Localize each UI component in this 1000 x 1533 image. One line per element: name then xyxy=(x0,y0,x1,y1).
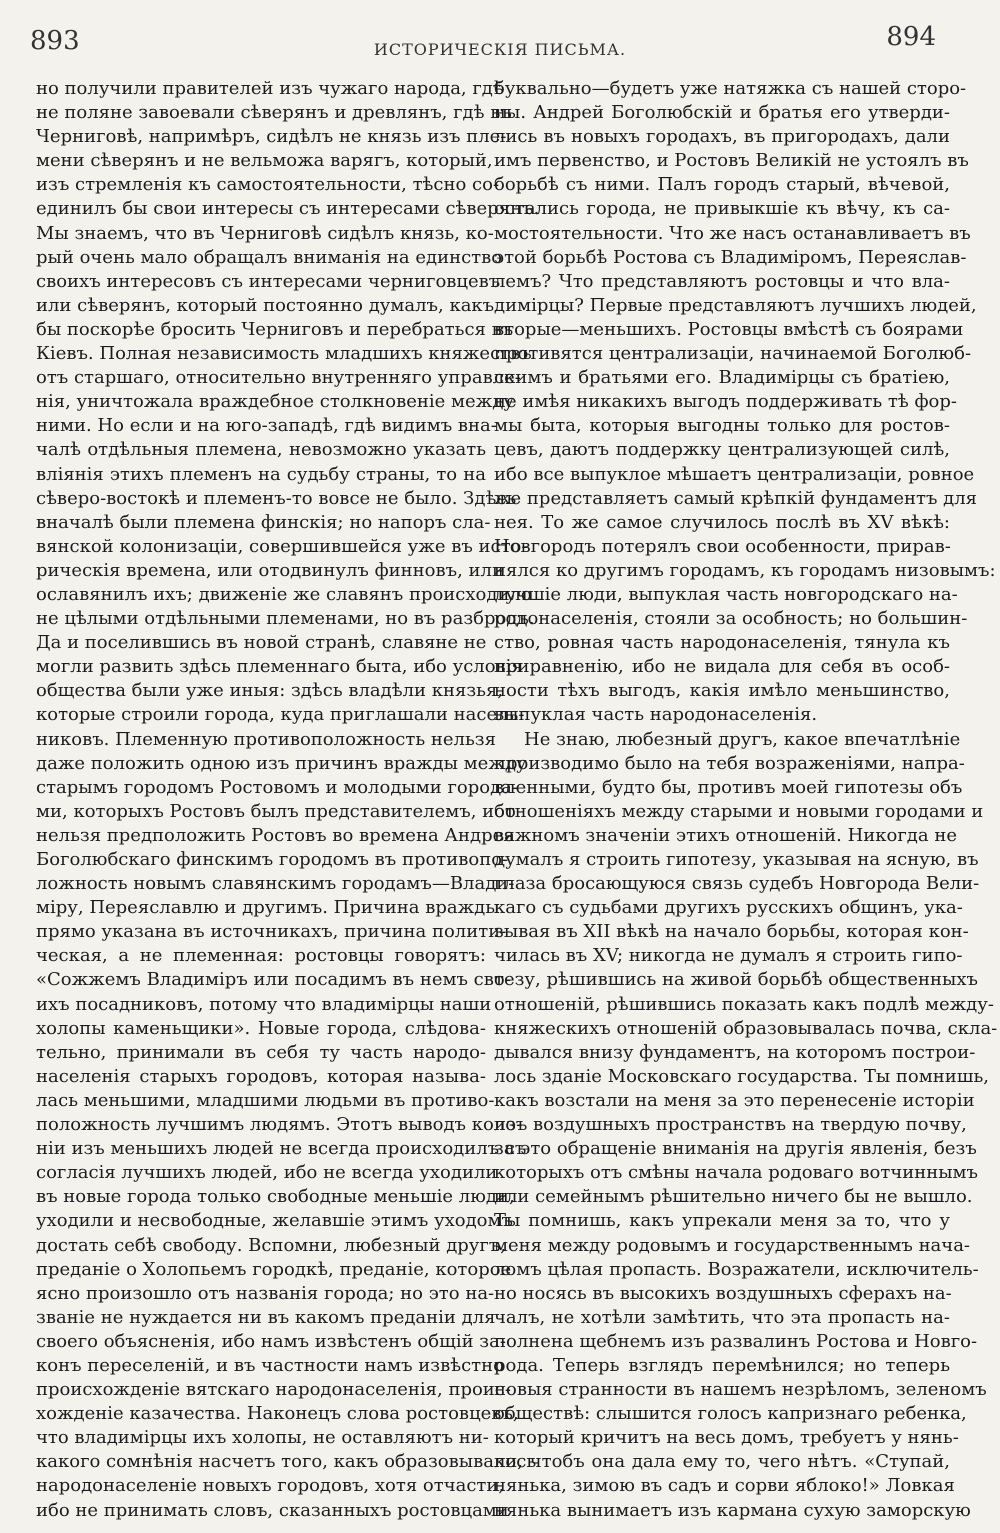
text-line: ложность новымъ славянскимъ городамъ—Влади- xyxy=(36,873,515,895)
left-text-column xyxy=(36,77,540,1521)
text-line: полнена щебнемъ изъ развалинъ Ростова и Новго- xyxy=(494,1330,978,1352)
text-line: буквально—будетъ уже натяжка съ нашей сторо- xyxy=(494,78,967,99)
text-line: Боголюбскаго финскимъ городомъ въ противопо- xyxy=(36,849,509,870)
text-line: вначалѣ были племена финскія; но напоръ сла- xyxy=(36,511,491,533)
text-line: думалъ я строить гипотезу, указывая на ясную, въ xyxy=(494,849,979,870)
text-line: своихъ интересовъ съ интересами черниговцевъ xyxy=(36,270,501,292)
text-line: димірцы? Первые представляютъ лучшихъ людей, xyxy=(494,294,977,316)
text-line: чилась въ XV; никогда не думалъ я строить гипо- xyxy=(494,945,963,967)
text-line: не поляне завоевали сѣверянъ и древлянъ, гдѣ въ xyxy=(36,102,512,124)
text-line: или семейнымъ рѣшительно ничего бы не вышло. xyxy=(494,1186,973,1208)
text-line: нянька, зимою въ садъ и сорви яблоко!» Ловкая xyxy=(494,1475,955,1497)
text-line: хожденіе казачества. Наконецъ слова ростовцевъ, xyxy=(36,1403,519,1425)
text-line: зывая въ XII вѣкѣ на начало борьбы, которая кон- xyxy=(494,921,969,943)
text-line: общества были уже иныя: здѣсь владѣли князья, xyxy=(36,680,504,702)
text-line: но получили правителей изъ чужаго народа, гдѣ xyxy=(36,78,504,99)
text-line: прямо указана въ источникахъ, причина полити- xyxy=(36,921,507,943)
text-line: старымъ городомъ Ростовомъ и молодыми города- xyxy=(36,776,518,798)
text-line: ческая, а не племенная: ростовцы говорятъ: xyxy=(36,945,486,967)
text-line: чалѣ отдѣльныя племена, невозможно указать xyxy=(36,439,486,461)
text-line: лось зданіе Московскаго государства. Ты помнишь, xyxy=(494,1065,990,1087)
text-line: вторые—меньшихъ. Ростовцы вмѣстѣ съ боярами xyxy=(494,318,964,340)
text-line: лучшіе люди, выпуклая часть новгородскаго на- xyxy=(494,583,958,605)
text-line: «Сожжемъ Владиміръ или посадимъ въ немъ сво- xyxy=(36,969,511,991)
text-line: населенія старыхъ городовъ, которая называ- xyxy=(36,1065,486,1087)
text-line: который кричитъ на весь домъ, требуетъ у нянь- xyxy=(494,1427,959,1449)
text-line: Мы знаемъ, что въ Черниговѣ сидѣлъ князь, ко- xyxy=(36,222,494,244)
text-line: ибо не принимать словъ, сказанныхъ ростовцами xyxy=(36,1499,509,1521)
text-line: ними. Но если и на юго-западѣ, гдѣ видимъ вна- xyxy=(36,415,497,437)
text-line: ославянилъ ихъ; движеніе же славянъ происходило xyxy=(36,583,532,605)
text-line: не имѣя никакихъ выгодъ поддерживать тѣ фор- xyxy=(494,391,957,413)
text-line: чалъ, не хотѣли замѣтить, что эта пропасть на- xyxy=(494,1306,950,1328)
text-line: положность лучшимъ людямъ. Этотъ выводъ коло- xyxy=(36,1114,523,1136)
text-line: ломъ цѣлая пропасть. Возражатели, исключитель- xyxy=(494,1258,979,1280)
text-line: происхожденіе вятскаго народонаселенія, проис- xyxy=(36,1379,511,1401)
text-line: ми, которыхъ Ростовъ былъ представителемъ, ибо xyxy=(36,800,516,822)
text-line: этой борьбѣ Ростова съ Владиміромъ, Переяслав- xyxy=(494,246,967,268)
text-line: мени сѣверянъ и не вельможа варягъ, который, xyxy=(36,150,493,172)
text-line: обществѣ: слышится голосъ капризнаго ребенка, xyxy=(494,1403,967,1425)
text-line: за это обращеніе вниманія на другія явленія, безъ xyxy=(494,1138,977,1160)
text-line: которыхъ отъ смѣны начала родоваго вотчиннымъ xyxy=(494,1162,978,1184)
text-line: уходили и несвободные, желавшіе этимъ уходомъ xyxy=(36,1210,513,1232)
text-line: дывался внизу фундаментъ, на которомъ построи- xyxy=(494,1041,976,1063)
text-line: бы поскорѣе бросить Черниговъ и перебраться въ xyxy=(36,318,514,340)
text-line: отношеній, рѣшившись показать какъ подлѣ между- xyxy=(494,993,994,1015)
text-line: нянька вынимаетъ изъ кармана сухую заморскую xyxy=(494,1499,971,1521)
text-line: княжескихъ отношеній образовывалась почва, скла- xyxy=(494,1017,998,1039)
text-line: какъ возстали на меня за это перенесеніе исторіи xyxy=(494,1089,975,1111)
text-line: меня между родовымъ и государственнымъ нача- xyxy=(494,1234,971,1256)
text-line: сѣверо-востокѣ и племенъ-то вовсе не было. Здѣсь xyxy=(36,487,517,509)
text-line: ство, ровная часть народонаселенія, тянула къ xyxy=(494,632,950,654)
text-line: ки, чтобъ она дала ему то, чего нѣтъ. «Ступай, xyxy=(494,1451,950,1473)
text-line: конъ переселеній, и въ частности намъ извѣстно xyxy=(36,1354,504,1376)
text-line: рода. Теперь взглядъ перемѣнился; но теперь xyxy=(494,1354,950,1376)
text-line: ны. Андрей Боголюбскій и братья его утверди- xyxy=(494,102,950,124)
text-line: Черниговѣ, напримѣръ, сидѣлъ не князь изъ пле- xyxy=(36,126,507,148)
text-line: вліянія этихъ племенъ на судьбу страны, то на xyxy=(36,463,486,485)
page-header xyxy=(0,22,1000,62)
text-line: которые строили города, куда приглашали насель- xyxy=(36,704,525,726)
text-line: вянской колонизаціи, совершившейся уже въ исто- xyxy=(36,535,528,557)
text-line: Новгородъ потерялъ свои особенности, прирав- xyxy=(494,535,951,557)
running-title: ИСТОРИЧЕСКІЯ ПИСЬМА. xyxy=(373,40,627,59)
text-line: противятся централизаціи, начинаемой Боголюб- xyxy=(494,343,972,365)
text-line: ихъ посадниковъ, потому что владимірцы наши xyxy=(36,993,492,1015)
text-line: лась меньшими, младшими людьми въ противо- xyxy=(36,1089,495,1111)
text-line: рый очень мало обращалъ вниманія на единство xyxy=(36,246,503,268)
text-line: нія, уничтожала враждебное столкновеніе между xyxy=(36,391,514,413)
text-line: единилъ бы свои интересы съ интересами сѣверянъ. xyxy=(36,198,540,220)
page-number-left: 893 xyxy=(30,26,80,56)
text-line: остались города, не привыкшіе къ вѣчу, къ са- xyxy=(494,198,950,220)
text-line: своего объясненія, ибо намъ извѣстенъ общій за- xyxy=(36,1330,506,1352)
text-line: скимъ и братьями его. Владимірцы съ братіею, xyxy=(494,367,950,389)
text-line: согласія лучшихъ людей, ибо не всегда уходили xyxy=(36,1162,498,1184)
text-line: достать себѣ свободу. Вспомни, любезный другъ, xyxy=(36,1234,506,1256)
text-line: каго съ судьбами другихъ русскихъ общинъ, ука- xyxy=(494,897,963,919)
text-line: приравненію, ибо не видала для себя въ особ- xyxy=(494,656,950,678)
text-line: что владимірцы ихъ холопы, не оставляютъ ни- xyxy=(36,1427,489,1449)
text-line: не цѣлыми отдѣльными племенами, но въ разбродъ. xyxy=(36,608,535,630)
text-line: же представляетъ самый крѣпкій фундаментъ для xyxy=(494,487,978,509)
text-line: лемъ? Что представляютъ ростовцы и что вла- xyxy=(494,270,950,292)
right-text-column xyxy=(494,77,998,1521)
text-line: важномъ значеніи этихъ отношеній. Никогда не xyxy=(494,824,957,846)
text-line: вленными, будто бы, противъ моей гипотезы объ xyxy=(494,776,963,798)
text-line: но носясь въ высокихъ воздушныхъ сферахъ на- xyxy=(494,1282,952,1304)
text-line: производимо было на тебя возраженіями, напра- xyxy=(494,752,965,774)
text-line: отъ старшаго, относительно внутренняго управле- xyxy=(36,367,521,389)
text-line: Кіевъ. Полная независимость младшихъ княжествъ xyxy=(36,343,532,365)
text-line: холопы каменьщики». Новые города, слѣдова- xyxy=(36,1017,486,1039)
text-line: Ты помнишь, какъ упрекали меня за то, что у xyxy=(494,1210,950,1232)
text-line: званіе не нуждается ни въ какомъ преданіи для xyxy=(36,1306,496,1328)
text-line: родонаселенія, стояли за особность; но большин- xyxy=(494,608,968,630)
text-line: изъ воздушныхъ пространствъ на твердую почву, xyxy=(494,1114,967,1136)
text-line: новыя странности въ нашемъ незрѣломъ, зеленомъ xyxy=(494,1379,987,1401)
text-line: въ новые города только свободные меньшіе люди, xyxy=(36,1186,515,1208)
text-line: нельзя предположить Ростовъ во времена Андрея xyxy=(36,824,515,846)
text-line: тельно, принимали въ себя ту часть народо- xyxy=(36,1041,486,1063)
text-line: нея. То же самое случилось послѣ въ XV вѣкѣ: xyxy=(494,511,950,533)
text-line: ніи изъ меньшихъ людей не всегда происходилъ съ xyxy=(36,1138,527,1160)
text-line: преданіе о Холопьемъ городкѣ, преданіе, которое xyxy=(36,1258,512,1280)
text-line: выпуклая часть народонаселенія. xyxy=(494,704,818,726)
text-line: изъ стремленія къ самостоятельности, тѣсно со- xyxy=(36,174,500,196)
text-line: отношеніяхъ между старыми и новыми городами и xyxy=(494,800,984,822)
text-line: ности тѣхъ выгодъ, какія имѣло меньшинство, xyxy=(494,680,950,702)
text-line: мостоятельности. Что же насъ останавливаетъ въ xyxy=(494,222,971,244)
text-line: ибо все выпуклое мѣшаетъ централизаціи, ровное xyxy=(494,463,975,485)
text-line: тезу, рѣшившись на живой борьбѣ общественныхъ xyxy=(494,969,978,991)
text-line: ясно произошло отъ названія города; но это на- xyxy=(36,1282,495,1304)
text-line: борьбѣ съ ними. Палъ городъ старый, вѣчевой, xyxy=(494,174,950,196)
page-number-right: 894 xyxy=(886,22,936,52)
text-line: Не знаю, любезный другъ, какое впечатлѣніе xyxy=(524,728,961,750)
text-line: или сѣверянъ, который постоянно думалъ, какъ xyxy=(36,294,495,316)
text-line: рическія времена, или отодвинулъ финновъ, или xyxy=(36,559,504,581)
text-line: имъ первенство, и Ростовъ Великій не устоялъ въ xyxy=(494,150,969,172)
text-line: цевъ, даютъ поддержку централизующей силѣ, xyxy=(494,439,950,461)
text-line: Да и поселившись въ новой странѣ, славяне не xyxy=(36,632,487,654)
text-line: даже положить одною изъ причинъ вражды между xyxy=(36,752,527,774)
text-line: народонаселеніе новыхъ городовъ, хотя отчасти, xyxy=(36,1475,505,1497)
text-line: міру, Переяславлю и другимъ. Причина вражды xyxy=(36,897,500,919)
text-line: нялся ко другимъ городамъ, къ городамъ низовымъ: xyxy=(494,559,996,581)
text-line: лись въ новыхъ городахъ, въ пригородахъ, дали xyxy=(494,126,950,148)
text-line: мы быта, которыя выгодны только для ростов- xyxy=(494,415,950,437)
text-line: могли развить здѣсь племеннаго быта, ибо условія xyxy=(36,656,523,678)
text-line: никовъ. Племенную противоположность нельзя xyxy=(36,728,496,750)
text-line: глаза бросающуюся связь судебъ Новгорода Вели- xyxy=(494,873,980,895)
text-line: какого сомнѣнія насчетъ того, какъ образовывалось xyxy=(36,1451,537,1473)
